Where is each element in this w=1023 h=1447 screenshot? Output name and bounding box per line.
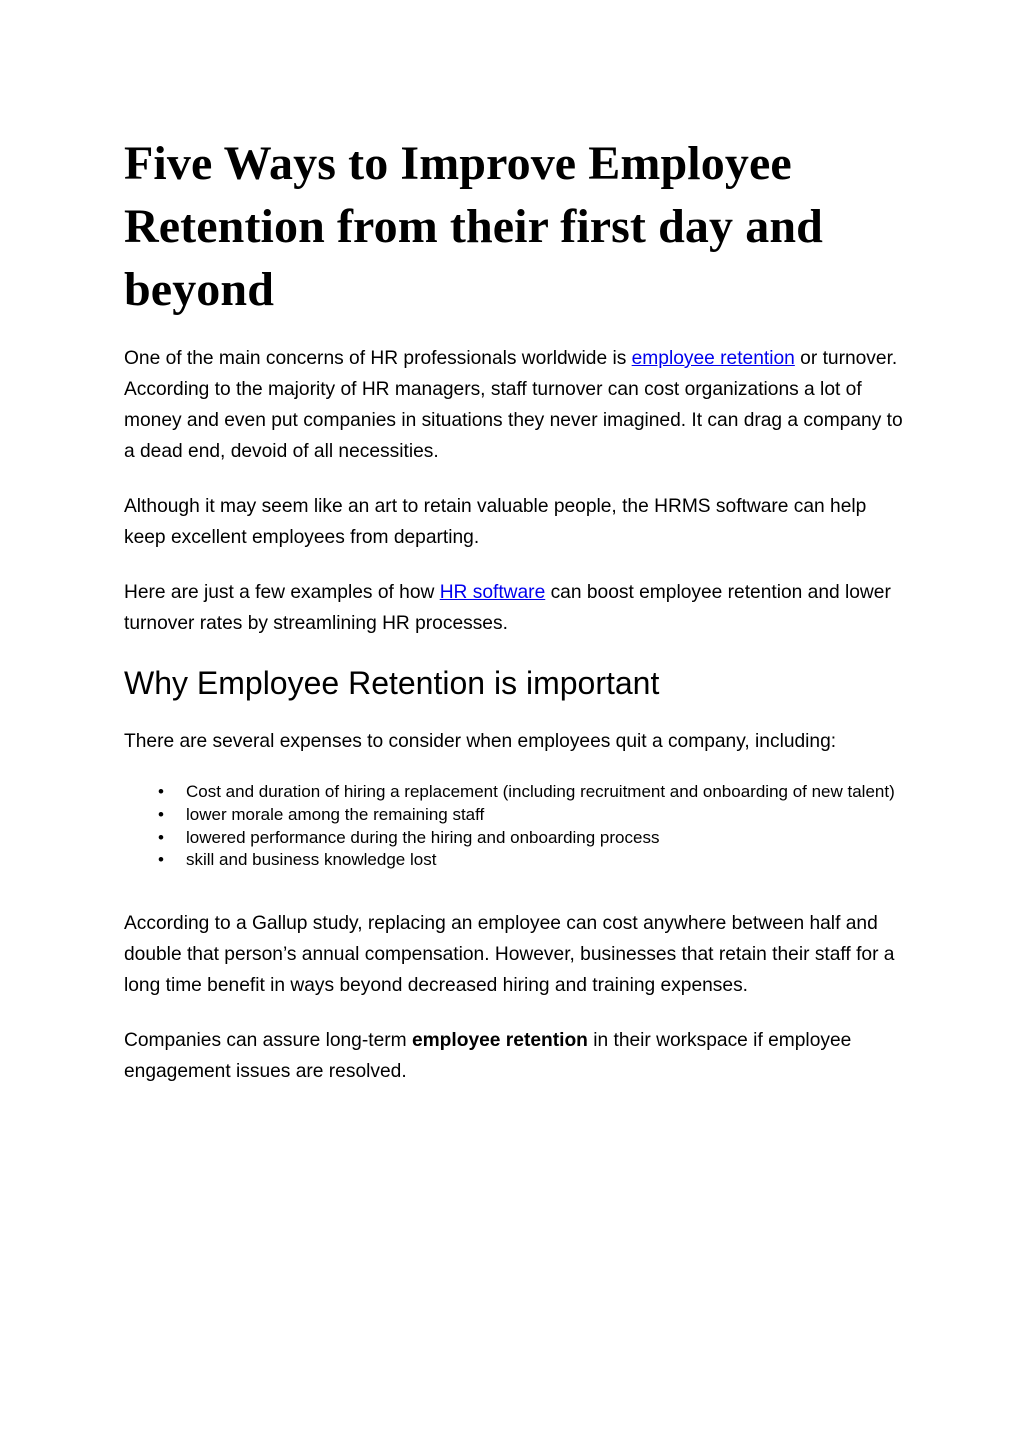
- intro-p3-text-after: can boost employee retention and lower turnover rates by streamlining HR processes.: [124, 582, 891, 634]
- intro-p1-text-after: or turnover. According to the majority of HR managers, staff turnover can cost organizations a lot of money and even put companies in situations they never imagined. It can drag a company to a dead end, devoid of all necessities.: [124, 348, 903, 462]
- gallup-paragraph: According to a Gallup study, replacing an employee can cost anywhere between half and double that person’s annual compensation. However, businesses that retain their staff for a long time benefit in ways beyond decreased hiring and training expenses.: [124, 913, 895, 997]
- bullet-icon: •: [158, 827, 164, 847]
- closing-text-before: Companies can assure long-term: [124, 1030, 412, 1052]
- section-lead-paragraph: There are several expenses to consider when employees quit a company, including:: [124, 731, 837, 752]
- hr-software-link[interactable]: HR software: [439, 582, 546, 603]
- list-item: [158, 781, 904, 804]
- bullet-icon: •: [158, 850, 164, 870]
- list-item: [158, 827, 904, 850]
- section-heading: Why Employee Retention is important: [124, 665, 660, 701]
- bullet-icon: •: [158, 782, 164, 801]
- document-page: [124, 132, 904, 1111]
- list-item-text: lower morale among the remaining staff: [186, 804, 485, 824]
- intro-paragraph-3: [124, 577, 904, 639]
- list-item: [158, 849, 904, 872]
- intro-paragraph-1: [124, 343, 904, 467]
- list-item-text: lowered performance during the hiring and onboarding process: [186, 827, 660, 847]
- employee-retention-link[interactable]: employee retention: [631, 348, 795, 369]
- closing-paragraph: [124, 1025, 904, 1087]
- page-title: Five Ways to Improve Employee Retention from their first day and beyond: [124, 137, 823, 316]
- intro-paragraph-2: Although it may seem like an art to retain valuable people, the HRMS software can help keep excellent employees from departing.: [124, 496, 867, 548]
- employee-retention-emphasis: employee retention: [411, 1030, 588, 1052]
- intro-p3-text-before: Here are just a few examples of how: [124, 582, 440, 603]
- closing-text-after: in their workspace if employee engagement issues are resolved.: [124, 1030, 852, 1083]
- bullet-icon: •: [158, 804, 164, 824]
- intro-p1-text-before: One of the main concerns of HR professionals worldwide is: [124, 348, 632, 369]
- list-item-text: Cost and duration of hiring a replacement (including recruitment and onboarding of new talent): [186, 782, 895, 801]
- expenses-list: [124, 781, 904, 872]
- list-item: [158, 804, 904, 827]
- list-item-text: skill and business knowledge lost: [186, 850, 437, 870]
